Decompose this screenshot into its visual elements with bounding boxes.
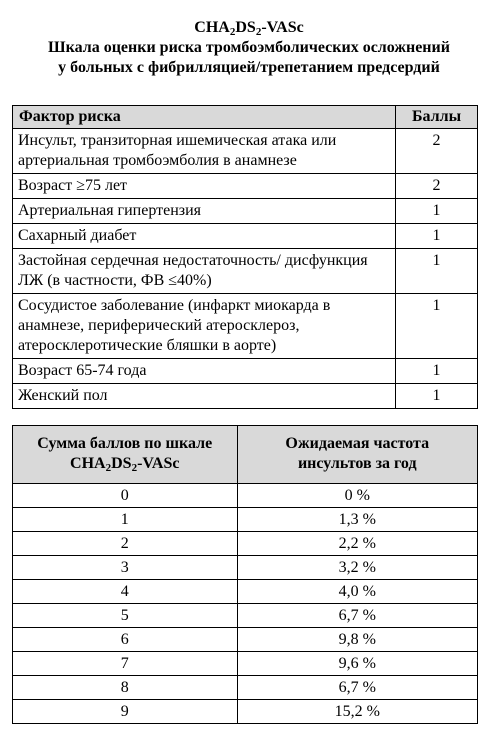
table-row xyxy=(13,359,478,384)
document-title xyxy=(0,18,498,78)
score-sum-cell: 1 xyxy=(13,508,238,532)
header-score-sum xyxy=(13,426,238,484)
score-sum-cell: 4 xyxy=(13,580,238,604)
table-row xyxy=(13,604,478,628)
points-cell: 1 xyxy=(396,224,478,249)
stroke-rate-cell: 1,3 % xyxy=(237,508,478,532)
score-sum-cell: 0 xyxy=(13,484,238,508)
table-row xyxy=(13,294,478,359)
points-cell: 1 xyxy=(396,359,478,384)
points-cell: 1 xyxy=(396,294,478,359)
score-sum-cell: 3 xyxy=(13,556,238,580)
table-row xyxy=(13,174,478,199)
stroke-rate-cell: 3,2 % xyxy=(237,556,478,580)
table-row xyxy=(13,556,478,580)
score-sum-cell: 7 xyxy=(13,652,238,676)
risk-factor-cell: Артериальная гипертензия xyxy=(13,199,396,224)
title-score-subscript: 2 xyxy=(255,26,262,38)
risk-factor-table xyxy=(12,105,478,409)
points-cell: 2 xyxy=(396,174,478,199)
score-sum-cell: 8 xyxy=(13,676,238,700)
header-score-subscript: 2 xyxy=(131,462,138,474)
header-rate-line2: инсультов за год xyxy=(297,455,417,472)
score-sum-cell: 9 xyxy=(13,700,238,724)
table-row xyxy=(13,224,478,249)
table-header-row xyxy=(13,426,478,484)
points-cell: 2 xyxy=(396,129,478,174)
header-rate-line1: Ожидаемая частота xyxy=(285,435,430,452)
header-score-sum-line2 xyxy=(70,455,179,472)
table-row xyxy=(13,652,478,676)
risk-factor-cell: Инсульт, транзиторная ишемическая атака или артериальная тромбоэмболия в анамнезе xyxy=(13,129,396,174)
points-cell: 1 xyxy=(396,249,478,294)
header-score-subscript: 2 xyxy=(105,462,112,474)
table-row xyxy=(13,532,478,556)
points-cell: 1 xyxy=(396,384,478,409)
risk-factor-cell: Возраст 65-74 года xyxy=(13,359,396,384)
stroke-rate-cell: 9,6 % xyxy=(237,652,478,676)
stroke-rate-cell: 4,0 % xyxy=(237,580,478,604)
risk-factor-cell: Сахарный диабет xyxy=(13,224,396,249)
risk-factor-cell: Сосудистое заболевание (инфаркт миокарда в анамнезе, периферический атеросклероз, атеросклеротические бляшки в аорте) xyxy=(13,294,396,359)
title-line-2: Шкала оценки риска тромбоэмболических осложнений xyxy=(48,39,450,56)
table-row xyxy=(13,384,478,409)
title-score-part: DS xyxy=(235,19,256,36)
risk-factor-cell: Женский пол xyxy=(13,384,396,409)
header-points: Баллы xyxy=(396,106,478,129)
table-header-row xyxy=(13,106,478,129)
risk-factor-cell: Возраст ≥75 лет xyxy=(13,174,396,199)
table-row xyxy=(13,628,478,652)
risk-factor-cell: Застойная сердечная недостаточность/ дисфункция ЛЖ (в частности, ФВ ≤40%) xyxy=(13,249,396,294)
score-sum-cell: 2 xyxy=(13,532,238,556)
header-score-part: DS xyxy=(111,455,132,472)
title-line-score-name xyxy=(0,18,498,38)
title-score-subscript: 2 xyxy=(229,26,236,38)
stroke-rate-cell: 15,2 % xyxy=(237,700,478,724)
title-score-part: CHA xyxy=(194,19,230,36)
table-row xyxy=(13,676,478,700)
table-row xyxy=(13,580,478,604)
points-cell: 1 xyxy=(396,199,478,224)
table-row xyxy=(13,249,478,294)
stroke-rate-cell: 2,2 % xyxy=(237,532,478,556)
stroke-rate-cell: 0 % xyxy=(237,484,478,508)
table-row xyxy=(13,484,478,508)
stroke-rate-cell: 6,7 % xyxy=(237,604,478,628)
stroke-rate-cell: 9,8 % xyxy=(237,628,478,652)
header-risk-factor: Фактор риска xyxy=(13,106,396,129)
title-line-3: у больных с фибрилляцией/трепетанием предсердий xyxy=(58,59,440,76)
stroke-rate-table xyxy=(12,425,478,724)
stroke-rate-cell: 6,7 % xyxy=(237,676,478,700)
table-row xyxy=(13,508,478,532)
header-score-part: -VASc xyxy=(137,455,180,472)
table-row xyxy=(13,700,478,724)
table-row xyxy=(13,129,478,174)
header-score-part: CHA xyxy=(70,455,106,472)
score-sum-cell: 5 xyxy=(13,604,238,628)
header-score-sum-line1: Сумма баллов по шкале xyxy=(37,435,213,452)
table-row xyxy=(13,199,478,224)
header-expected-stroke-rate xyxy=(237,426,478,484)
score-sum-cell: 6 xyxy=(13,628,238,652)
title-score-part: -VASc xyxy=(261,19,304,36)
